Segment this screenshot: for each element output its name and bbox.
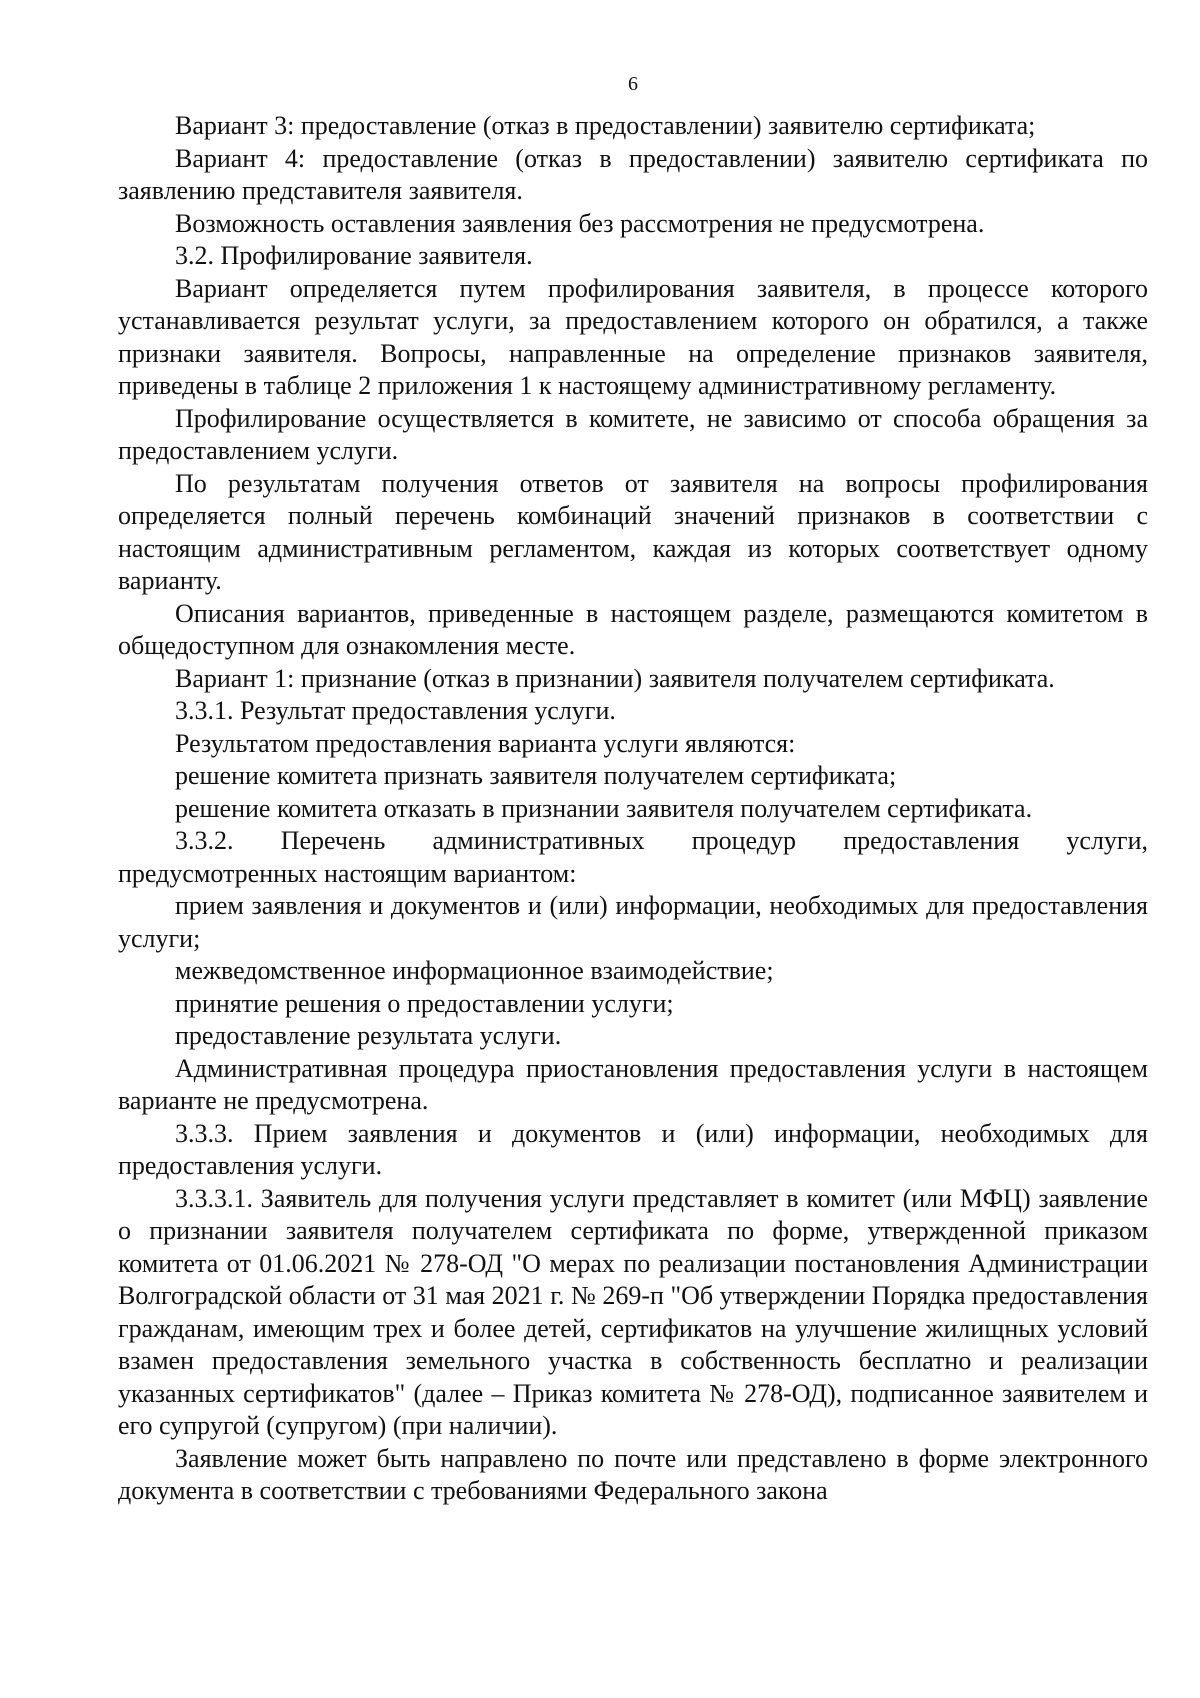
paragraph-no-leaving-without-review: Возможность оставления заявления без рассмотрения не предусмотрена. [175,208,985,238]
list-item-interagency: межведомственное информационное взаимодействие; [175,956,774,985]
paragraph-no-suspension: Административная процедура приостановления предоставления услуги в настоящем варианте не предусмотрена. [118,1053,1148,1115]
list-item-reception: прием заявления и документов и (или) информации, необходимых для предоставления услуги; [118,891,1148,953]
paragraph-variant-1: Вариант 1: признание (отказ в признании) заявителя получателем сертификата. [175,663,1055,693]
paragraph-variant-4: Вариант 4: предоставление (отказ в предоставлении) заявителю сертификата по заявлению представителя заявителя. [118,143,1148,205]
section-heading-3-3-1: 3.3.1. Результат предоставления услуги. [175,696,616,725]
list-item-result-provision: предоставление результата услуги. [175,1021,562,1050]
paragraph-3-3-3-1: 3.3.3.1. Заявитель для получения услуги представляет в комитет (или МФЦ) заявление о признании заявителя получателем сертификата по форме, утвержденной приказом комитета от 01.06.2021 № 278-ОД "О мерах по реализации постановления Администрации Волгоградской области от 31 мая 2021 г. № 269-п "Об утверждении Порядка предоставления гражданам, имеющим трех и более детей, сертификатов на улучшение жилищных условий взамен предоставления земельного участка в собственность бесплатно и реализации указанных сертификатов" (далее – Приказ комитета № 278-ОД), подписанное заявителем и его супругой (супругом) (при наличии). [118,1183,1148,1440]
paragraph-submission-methods: Заявление может быть направлено по почте или представлено в форме электронного документа в соответствии с требованиями Федерального закона [118,1443,1148,1505]
document-body [118,110,1148,1508]
paragraph-result-intro: Результатом предоставления варианта услуги являются: [175,728,796,758]
section-heading-3-3-2: 3.3.2. Перечень административных процедур предоставления услуги, предусмотренных настоящим вариантом: [118,826,1148,888]
paragraph-profiling-definition: Вариант определяется путем профилирования заявителя, в процессе которого устанавливается результат услуги, за предоставлением которого он обратился, а также признаки заявителя. Вопросы, направленные на определение признаков заявителя, приведены в таблице 2 приложения 1 к настоящему административному регламенту. [118,273,1148,400]
paragraph-variant-3: Вариант 3: предоставление (отказ в предоставлении) заявителю сертификата; [175,111,1036,140]
paragraph-profiling-results: По результатам получения ответов от заявителя на вопросы профилирования определяется полный перечень комбинаций значений признаков в соответствии с настоящим административным регламентом, каждая из которых соответствует одному варианту. [118,468,1148,595]
page-number: 6 [628,73,638,95]
list-item-decision-making: принятие решения о предоставлении услуги; [175,988,674,1018]
paragraph-variant-descriptions: Описания вариантов, приведенные в настоящем разделе, размещаются комитетом в общедоступном для ознакомления месте. [118,598,1148,660]
paragraph-profiling-location: Профилирование осуществляется в комитете, не зависимо от способа обращения за предоставлением услуги. [118,403,1148,465]
section-heading-3-3-3: 3.3.3. Прием заявления и документов и (или) информации, необходимых для предоставления услуги. [118,1118,1148,1180]
list-item-decision-refuse: решение комитета отказать в признании заявителя получателем сертификата. [175,793,1033,823]
section-heading-3-2: 3.2. Профилирование заявителя. [175,241,533,270]
list-item-decision-recognize: решение комитета признать заявителя получателем сертификата; [175,761,897,790]
